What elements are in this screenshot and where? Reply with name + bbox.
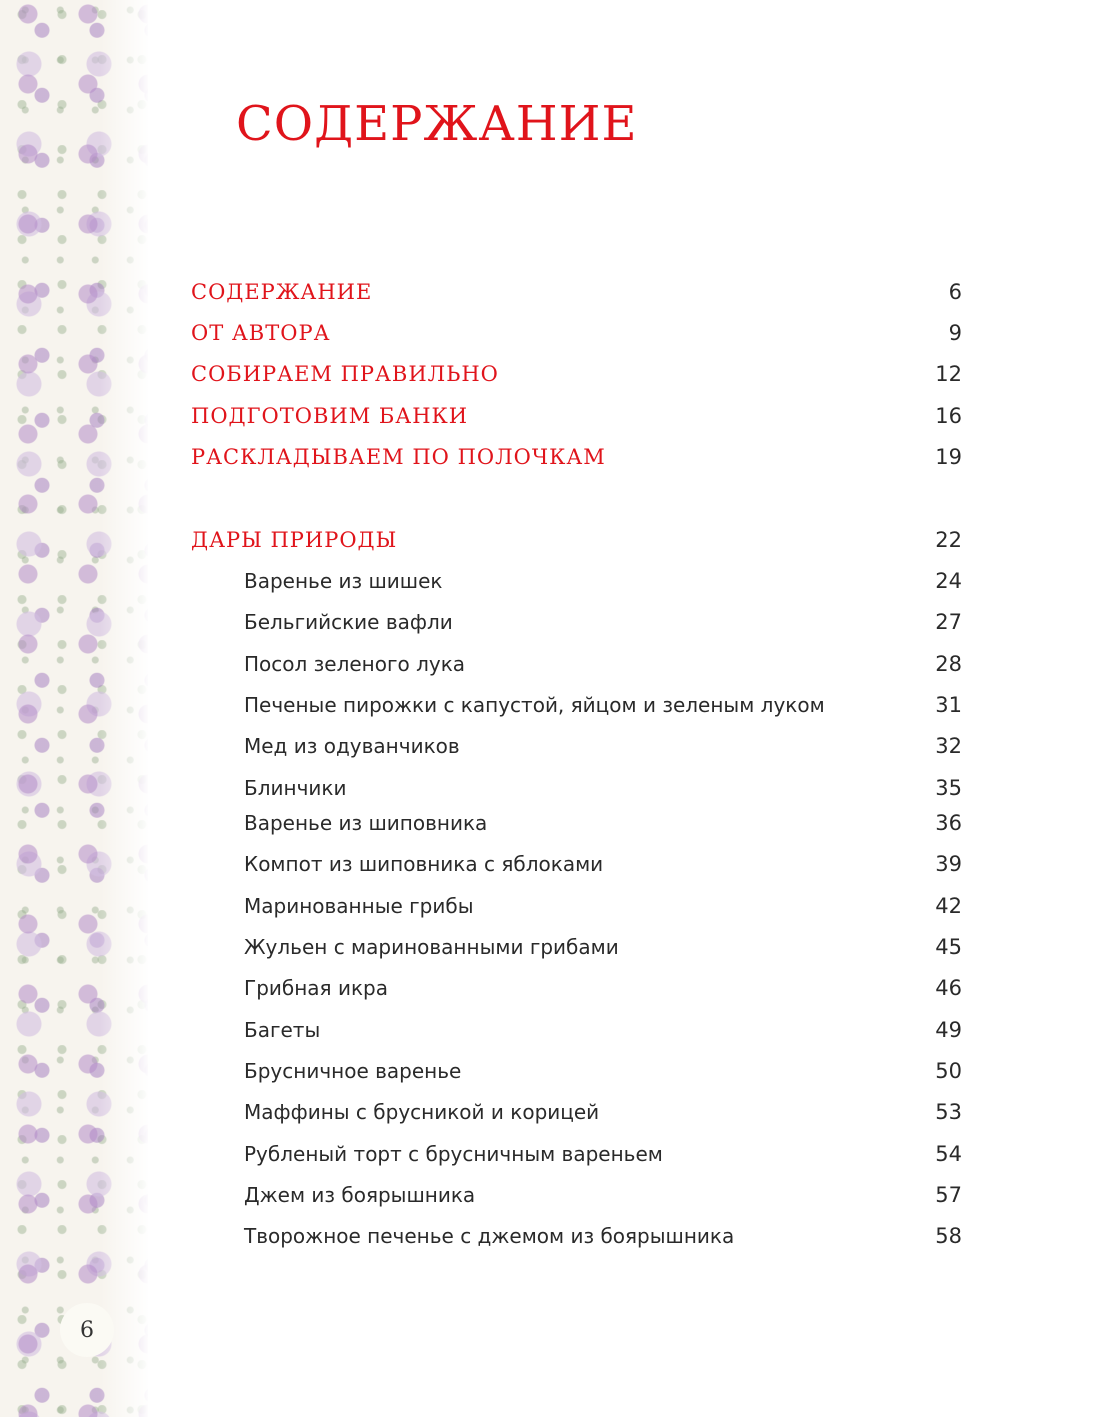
toc-section[interactable]	[0, 321, 1093, 351]
toc-section-label: ОТ АВТОРА	[191, 321, 331, 345]
page-number: 6	[60, 1303, 114, 1357]
toc-page-number: 53	[935, 1100, 962, 1124]
toc-page-number: 54	[935, 1142, 962, 1166]
toc-item[interactable]	[0, 811, 1093, 841]
toc-item[interactable]	[0, 652, 1093, 682]
toc-item[interactable]	[0, 1142, 1093, 1172]
toc-item[interactable]	[0, 1059, 1093, 1089]
toc-item-label: Рубленый торт с брусничным вареньем	[244, 1142, 663, 1166]
toc-page-number: 31	[935, 693, 962, 717]
toc-page-number: 50	[935, 1059, 962, 1083]
toc-item-label: Маринованные грибы	[244, 894, 474, 918]
toc-section-label: ДАРЫ ПРИРОДЫ	[191, 528, 398, 552]
toc-page-number: 45	[935, 935, 962, 959]
toc-section[interactable]	[0, 445, 1093, 475]
toc-item-label: Творожное печенье с джемом из боярышника	[244, 1224, 735, 1248]
toc-item-label: Печеные пирожки с капустой, яйцом и зеленым луком	[244, 693, 825, 717]
toc-item[interactable]	[0, 1224, 1093, 1254]
toc-page-number: 49	[935, 1018, 962, 1042]
toc-item[interactable]	[0, 1100, 1093, 1130]
toc-item-label: Варенье из шишек	[244, 569, 443, 593]
toc-item-label: Блинчики	[244, 776, 347, 800]
toc-page-number: 9	[948, 321, 962, 345]
toc-section-label: РАСКЛАДЫВАЕМ ПО ПОЛОЧКАМ	[191, 445, 606, 469]
toc-item[interactable]	[0, 610, 1093, 640]
toc-page-number: 42	[935, 894, 962, 918]
toc-page-number: 46	[935, 976, 962, 1000]
toc-page-number: 6	[948, 280, 962, 304]
toc-item-label: Мед из одуванчиков	[244, 734, 460, 758]
toc-item-label: Брусничное варенье	[244, 1059, 462, 1083]
toc-page-number: 24	[935, 569, 962, 593]
toc-item[interactable]	[0, 776, 1093, 806]
toc-page-number: 16	[935, 404, 962, 428]
toc-page-number: 28	[935, 652, 962, 676]
toc-item-label: Бельгийские вафли	[244, 610, 453, 634]
toc-item-label: Варенье из шиповника	[244, 811, 488, 835]
toc-section[interactable]	[0, 528, 1093, 558]
toc-page-number: 19	[935, 445, 962, 469]
toc-item[interactable]	[0, 734, 1093, 764]
toc-section[interactable]	[0, 404, 1093, 434]
toc-item-label: Посол зеленого лука	[244, 652, 466, 676]
toc-item-label: Грибная икра	[244, 976, 388, 1000]
toc-page-number: 58	[935, 1224, 962, 1248]
toc-item-label: Джем из боярышника	[244, 1183, 476, 1207]
toc-page-number: 57	[935, 1183, 962, 1207]
toc-section-label: ПОДГОТОВИМ БАНКИ	[191, 404, 469, 428]
toc-section-label: СОБИРАЕМ ПРАВИЛЬНО	[191, 362, 499, 386]
toc-item-label: Маффины с брусникой и корицей	[244, 1100, 600, 1124]
toc-page-number: 12	[935, 362, 962, 386]
toc-page-number: 27	[935, 610, 962, 634]
toc-section[interactable]	[0, 362, 1093, 392]
toc-item[interactable]	[0, 1018, 1093, 1048]
toc-section[interactable]	[0, 280, 1093, 310]
toc-item[interactable]	[0, 852, 1093, 882]
toc-page-number: 32	[935, 734, 962, 758]
toc-item-label: Жульен с маринованными грибами	[244, 935, 619, 959]
toc-item-label: Компот из шиповника с яблоками	[244, 852, 604, 876]
page-title: СОДЕРЖАНИЕ	[236, 96, 638, 152]
toc-section-label: СОДЕРЖАНИЕ	[191, 280, 373, 304]
toc-page-number: 35	[935, 776, 962, 800]
toc-item-label: Багеты	[244, 1018, 321, 1042]
toc-item[interactable]	[0, 935, 1093, 965]
toc-item[interactable]	[0, 1183, 1093, 1213]
toc-page-number: 39	[935, 852, 962, 876]
toc-item[interactable]	[0, 894, 1093, 924]
toc-page-number: 36	[935, 811, 962, 835]
toc-item[interactable]	[0, 693, 1093, 723]
toc-page-number: 22	[935, 528, 962, 552]
toc-item[interactable]	[0, 569, 1093, 599]
toc-item[interactable]	[0, 976, 1093, 1006]
